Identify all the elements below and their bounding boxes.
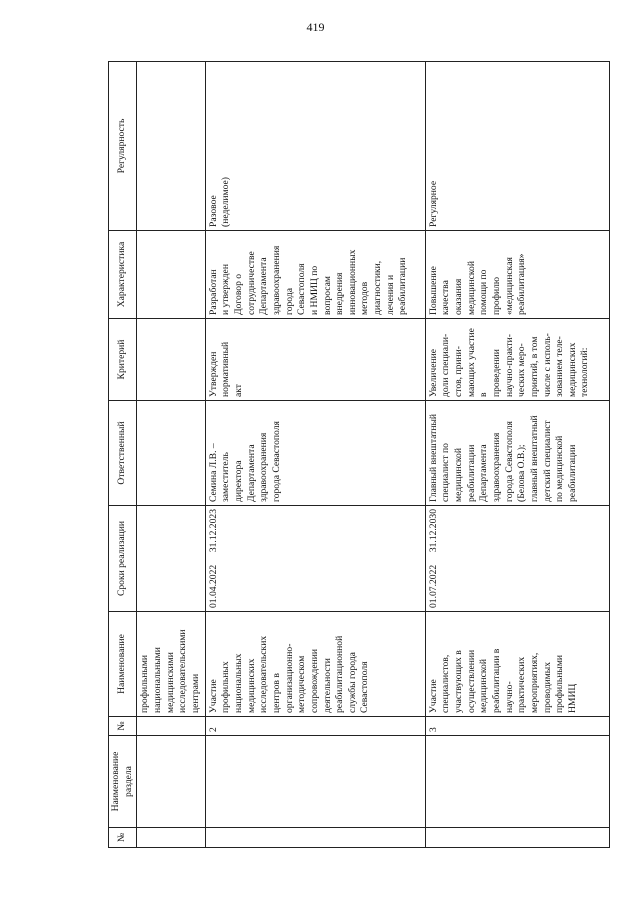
- cell-responsible: Главный внештатный специалист по медицинской реабилитации Департамента здравоохранения города Севастополя (Белова О.В.); главный внештатный детский специалист по медицинской реабилитации: [425, 401, 609, 506]
- cell-deadlines: [137, 506, 205, 612]
- cell-regularity: Разовое (неделимое): [205, 62, 425, 231]
- cell-responsible: [137, 401, 205, 506]
- date-start: 01.07.2022: [427, 564, 439, 608]
- cell-section-num: [425, 828, 609, 848]
- cell-num: 2: [205, 717, 425, 736]
- date-start: 01.04.2022: [207, 564, 219, 608]
- cell-regularity: Регулярное: [425, 62, 609, 231]
- cell-section-num: [137, 828, 205, 848]
- table-row: [137, 62, 205, 848]
- measures-table: [108, 61, 610, 848]
- header-section-num: №: [109, 828, 137, 848]
- cell-num: [137, 717, 205, 736]
- date-end: 31.12.2023: [207, 509, 219, 553]
- cell-regularity: [137, 62, 205, 231]
- cell-section-num: [205, 828, 425, 848]
- cell-criterion: Увеличение доли специали- стов, прини- мающих участие в проведении научно-практи- ческих меро- приятий, в том числе с исполь- зованием теле- медицинских технологий:: [425, 319, 609, 401]
- table-row: [425, 62, 609, 848]
- cell-section-name: [205, 736, 425, 828]
- header-regularity: Регулярность: [109, 62, 137, 231]
- table-row: [205, 62, 425, 848]
- date-end: 31.12.2030: [427, 509, 439, 553]
- rotated-table-container: [108, 62, 591, 848]
- cell-criterion: Утвержден нормативный акт: [205, 319, 425, 401]
- cell-num: 3: [425, 717, 609, 736]
- table-header-row: [109, 62, 137, 848]
- cell-responsible: Семина Л.В. – заместитель директора Департамента здравоохранения города Севастополя: [205, 401, 425, 506]
- cell-characteristic: Разработан и утвержден Договор о сотрудничестве Департамента здравоохранения города Севастополя и НМИЦ по вопросам внедрения инновационных методов диагностики, лечения и реабилитации: [205, 231, 425, 319]
- table-frame: [108, 62, 591, 848]
- header-deadlines: Сроки реализации: [109, 506, 137, 612]
- header-name: Наименование: [109, 612, 137, 717]
- cell-name: Участие профильных национальных медицинских исследовательских центров в организационно- методическом сопровождении деятельности реабилитационной службы города Севастополя: [205, 612, 425, 717]
- cell-name: профильными национальными медицинскими исследовательскими центрами: [137, 612, 205, 717]
- cell-section-name: [137, 736, 205, 828]
- header-responsible: Ответственный: [109, 401, 137, 506]
- cell-characteristic: Повышение качества оказания медицинской помощи по профилю «медицинская реабилитация»: [425, 231, 609, 319]
- cell-section-name: [425, 736, 609, 828]
- header-characteristic: Характеристика: [109, 231, 137, 319]
- header-criterion: Критерий: [109, 319, 137, 401]
- cell-name: Участие специалистов, участвующих в осуществлении медицинской реабилитации в научно- практических мероприятиях, проводимых профильными НМИЦ: [425, 612, 609, 717]
- page-number: 419: [306, 20, 325, 34]
- header-num: №: [109, 717, 137, 736]
- cell-deadlines: [425, 506, 609, 612]
- header-section-name: Наименование раздела: [109, 736, 137, 828]
- cell-criterion: [137, 319, 205, 401]
- cell-deadlines: [205, 506, 425, 612]
- cell-characteristic: [137, 231, 205, 319]
